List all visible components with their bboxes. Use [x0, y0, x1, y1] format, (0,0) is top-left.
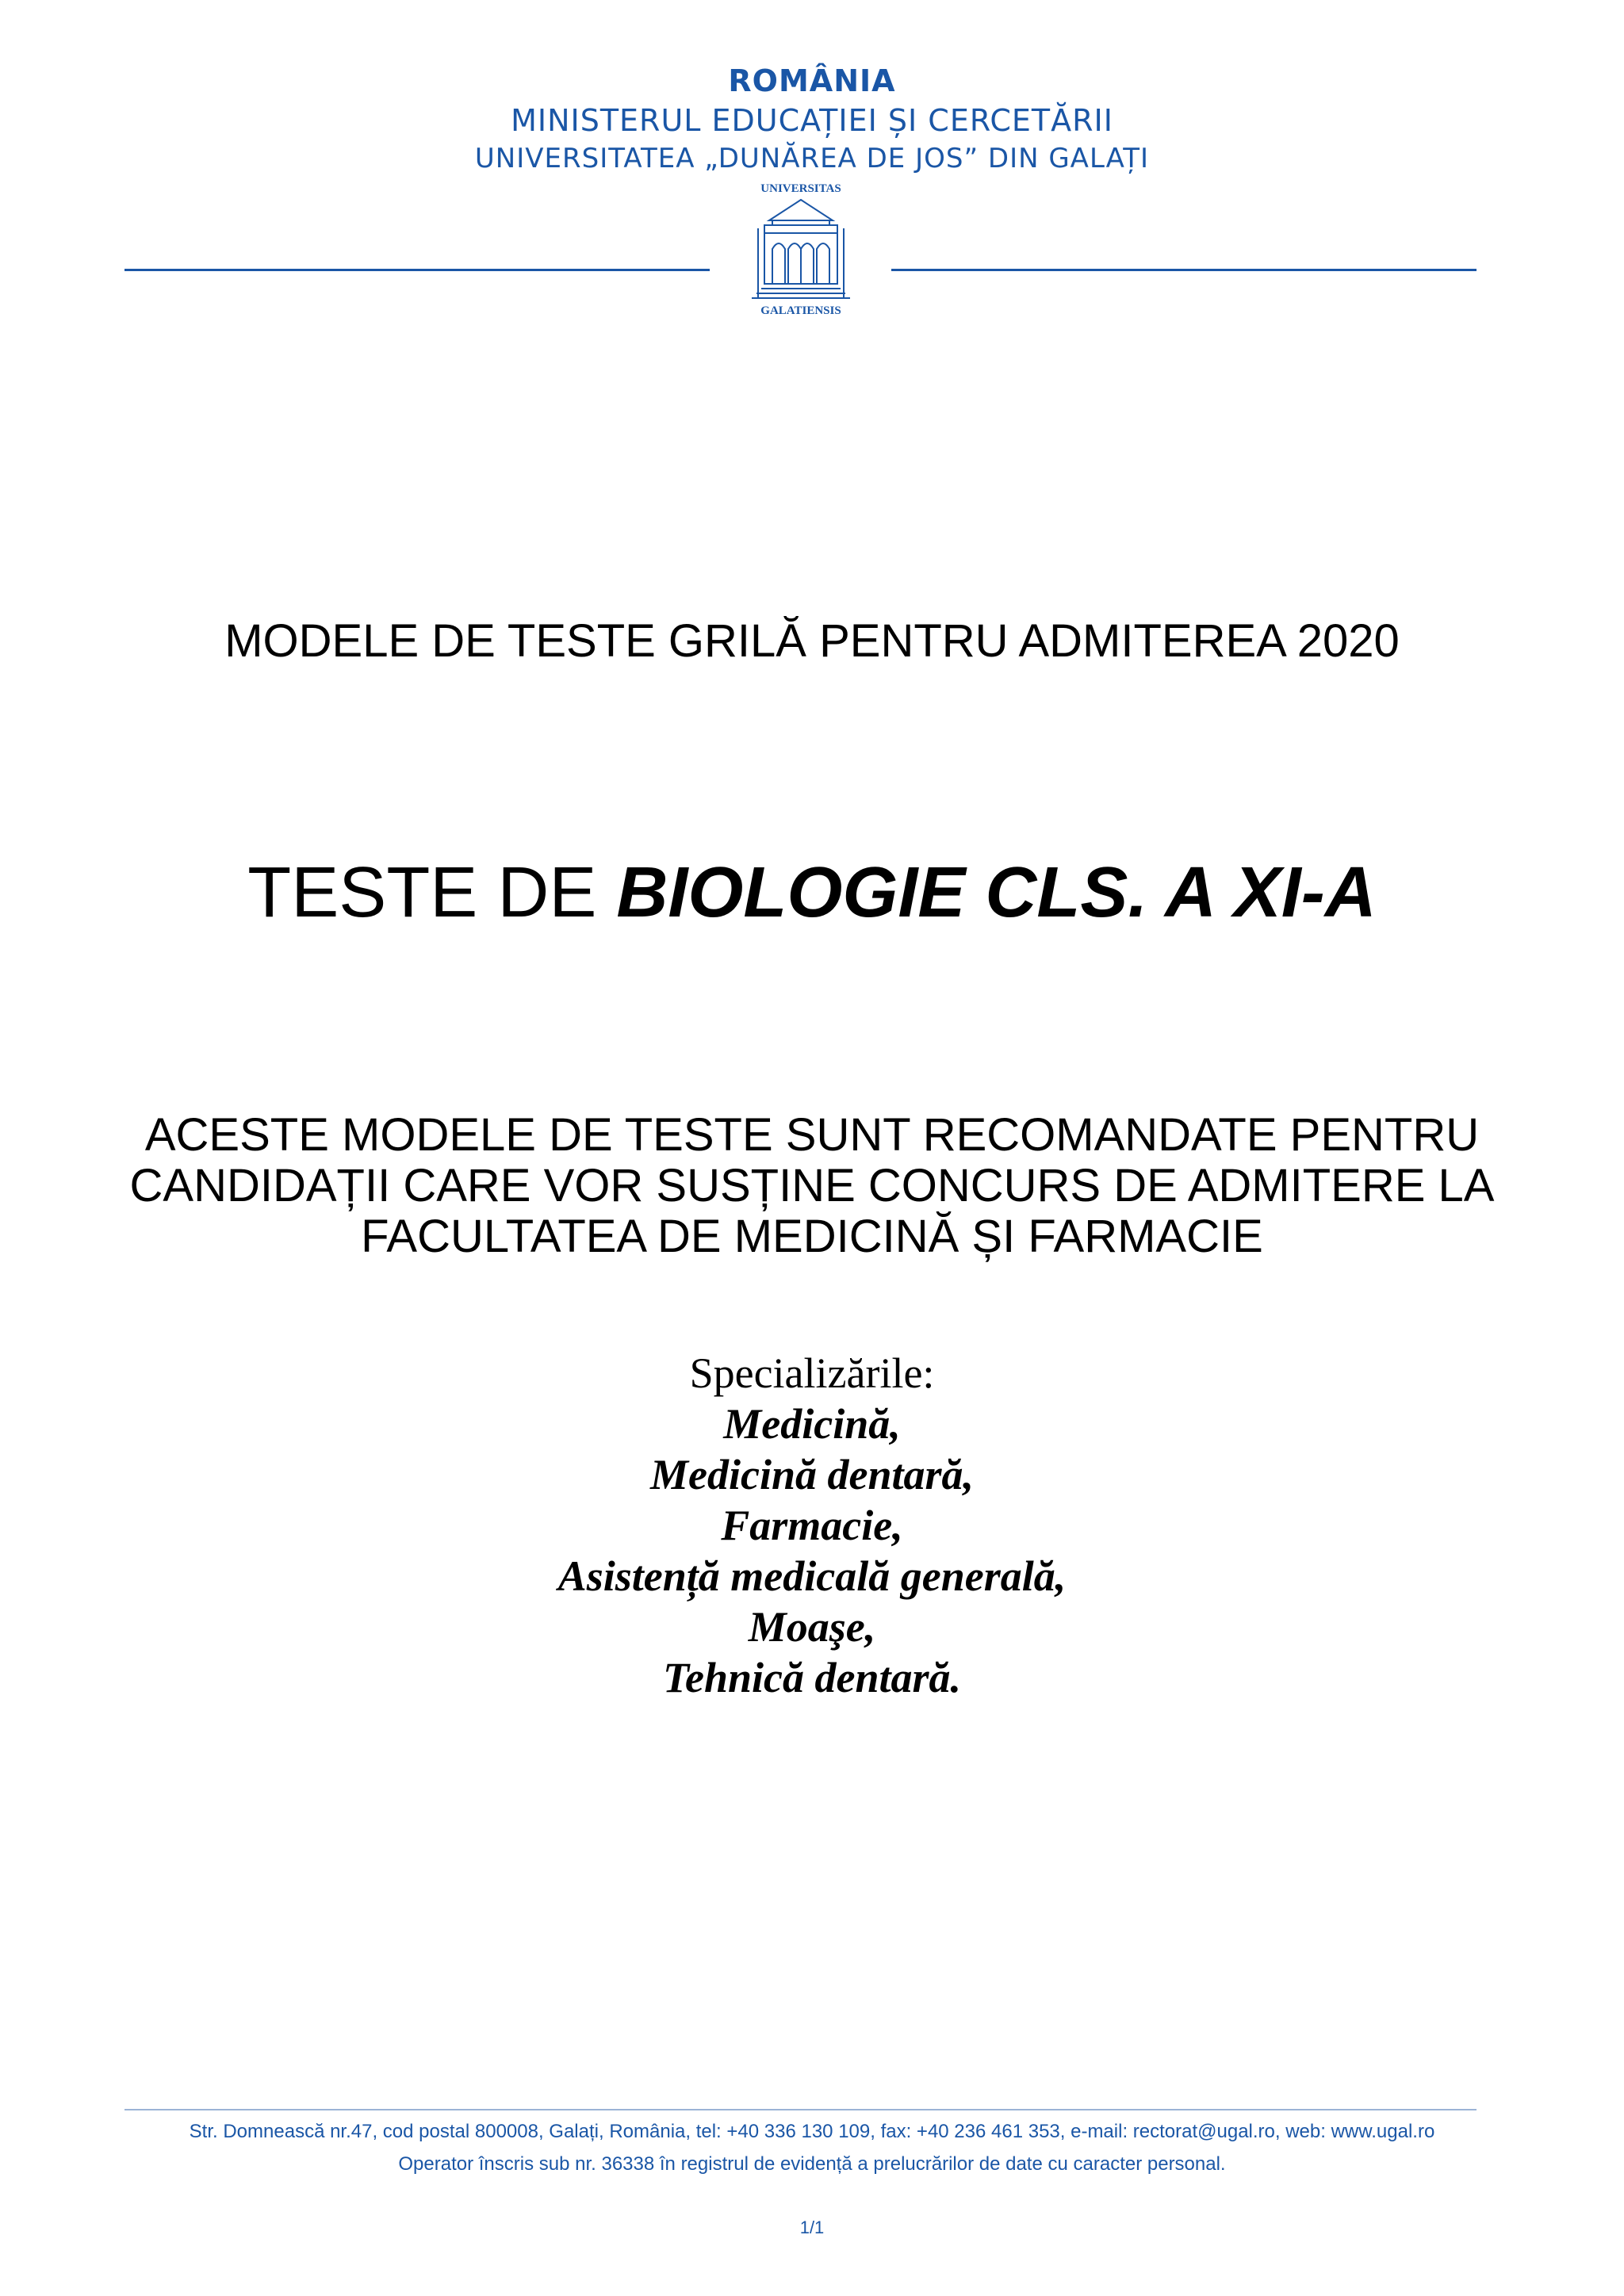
recommendation-line: CANDIDAȚII CARE VOR SUSȚINE CONCURS DE ADMITERE LA: [129, 1160, 1495, 1211]
footer-divider: [124, 2109, 1477, 2110]
tests-title: [0, 852, 1624, 934]
logo-bottom-text: GALATIENSIS: [760, 304, 841, 317]
specialization-item: Tehnică dentară.: [662, 1654, 962, 1701]
tests-title-subject: BIOLOGIE CLS. A XI-A: [616, 853, 1377, 932]
header-divider-right: [891, 269, 1477, 271]
footer-address: Str. Domnească nr.47, cod postal 800008, Galați, România, tel: +40 336 130 109, fax: +40 236 461 353, e-mail: rectorat@ugal.ro, web: www.ugal.ro: [189, 2121, 1435, 2142]
country-name: ROMÂNIA: [728, 63, 896, 98]
university-name: UNIVERSITATEA „DUNĂREA DE JOS” DIN GALAȚI: [474, 143, 1150, 174]
recommendation-line: FACULTATEA DE MEDICINĂ ȘI FARMACIE: [361, 1211, 1263, 1262]
page-number: 1/1: [799, 2218, 825, 2237]
specialization-item: Medicină dentară,: [649, 1451, 974, 1498]
recommendation-text: [0, 1110, 1624, 1262]
specializations-label: Specializările:: [689, 1349, 935, 1397]
header-divider-left: [124, 269, 710, 271]
specialization-item: Medicină,: [723, 1400, 901, 1448]
specializations-block: [0, 1348, 1624, 1703]
models-title: MODELE DE TESTE GRILĂ PENTRU ADMITEREA 2020: [224, 615, 1400, 667]
footer-operator-note: Operator înscris sub nr. 36338 în registrul de evidență a prelucrărilor de date cu caracter personal.: [398, 2153, 1226, 2175]
specialization-item: Moaşe,: [748, 1603, 876, 1651]
specialization-item: Farmacie,: [721, 1502, 903, 1549]
university-logo: [737, 181, 864, 320]
tests-title-prefix: TESTE DE: [247, 853, 617, 932]
ministry-name: MINISTERUL EDUCAȚIEI ȘI CERCETĂRII: [511, 103, 1113, 138]
specialization-item: Asistență medicală generală,: [557, 1552, 1067, 1600]
logo-top-text: UNIVERSITAS: [760, 182, 841, 195]
recommendation-line: ACESTE MODELE DE TESTE SUNT RECOMANDATE PENTRU: [144, 1109, 1480, 1161]
